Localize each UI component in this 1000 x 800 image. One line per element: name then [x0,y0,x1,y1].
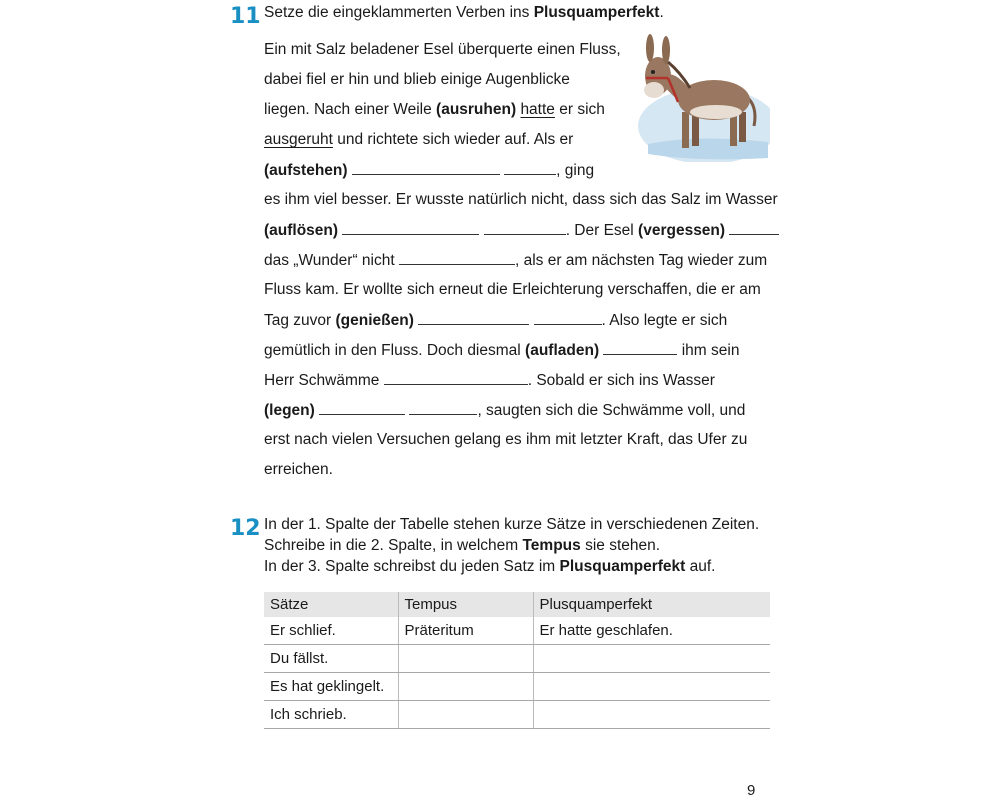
task-number-12: 12 [230,516,261,541]
answer-blank[interactable] [484,220,566,235]
table-row [264,701,770,729]
tense-table [264,592,770,729]
text-line-6: es ihm viel besser. Er wusste natürlich nicht, dass sich das Salz im Wasser [264,191,778,208]
donkey-eye [651,70,655,74]
task-12-line-2: Schreibe in die 2. Spalte, in welchem Tempus sie stehen. [264,537,661,554]
answer-blank[interactable] [384,370,528,385]
answer-blank[interactable] [534,310,602,325]
text-line-8: das „Wunder“ nicht , als er am nächsten Tag wieder zum [264,252,768,269]
donkey-ear [662,36,670,64]
answer-blank[interactable] [342,220,479,235]
donkey-ear [646,34,654,62]
example-answer-ausgeruht: ausgeruht [264,131,333,148]
text-line-5: (aufstehen) , ging [264,162,595,179]
task-number-11: 11 [230,4,261,29]
text-line-4: ausgeruht und richtete sich wieder auf. Als er [264,131,574,148]
donkey-leg [682,112,689,148]
text-line-10: Tag zuvor (genießen) . Also legte er sich [264,312,728,329]
text-line-2: dabei fiel er hin und blieb einige Augenblicke [264,71,570,88]
table-cell: Ich schrieb. [264,701,398,729]
task-12-line-1: In der 1. Spalte der Tabelle stehen kurze Sätze in verschiedenen Zeiten. [264,516,760,533]
table-cell-answer[interactable] [533,673,770,701]
table-cell-answer[interactable] [533,701,770,729]
ground [648,138,768,159]
table-row [264,673,770,701]
table-header-row [264,592,770,617]
page-number: 9 [747,782,756,799]
answer-blank[interactable] [729,220,779,235]
text-line-15: erreichen. [264,461,333,478]
answer-blank[interactable] [352,160,500,175]
answer-blank[interactable] [319,400,405,415]
table-cell: Er hatte geschlafen. [533,617,770,645]
table-row [264,617,770,645]
donkey-illustration [628,34,770,162]
table-cell: Präteritum [398,617,533,645]
donkey-belly [690,105,742,119]
table-cell-answer[interactable] [398,701,533,729]
column-header: Plusquamperfekt [533,592,770,617]
text-line-9: Fluss kam. Er wollte sich erneut die Erleichterung verschaffen, die er am [264,281,761,298]
text-line-12: Herr Schwämme . Sobald er sich ins Wasser [264,372,715,389]
donkey-leg [692,114,699,146]
answer-blank[interactable] [603,340,677,355]
answer-blank[interactable] [399,250,515,265]
answer-blank[interactable] [504,160,556,175]
table-cell-answer[interactable] [398,673,533,701]
task-11-instruction: Setze die eingeklammerten Verben ins Plusquamperfekt. [264,4,664,21]
text-line-14: erst nach vielen Versuchen gelang es ihm mit letzter Kraft, das Ufer zu [264,431,748,448]
text-line-7: (auflösen) . Der Esel (vergessen) [264,220,779,241]
answer-blank[interactable] [409,400,477,415]
column-header: Sätze [264,592,398,617]
text-line-3: liegen. Nach einer Weile (ausruhen) hatte er sich [264,101,605,118]
table-cell-answer[interactable] [398,645,533,673]
donkey-muzzle [644,82,664,98]
donkey-leg [739,112,746,142]
text-line-11: gemütlich in den Fluss. Doch diesmal (aufladen) ihm sein [264,342,740,359]
example-answer-hatte: hatte [520,101,555,118]
column-header: Tempus [398,592,533,617]
table-cell: Du fällst. [264,645,398,673]
answer-blank[interactable] [418,310,529,325]
text-line-1: Ein mit Salz beladener Esel überquerte einen Fluss, [264,41,621,58]
text-line-13: (legen) , saugten sich die Schwämme voll, und [264,402,746,419]
task-12-line-3: In der 3. Spalte schreibst du jeden Satz im Plusquamperfekt auf. [264,558,716,575]
table-row [264,645,770,673]
table-cell: Es hat geklingelt. [264,673,398,701]
table-cell: Er schlief. [264,617,398,645]
table-cell-answer[interactable] [533,645,770,673]
